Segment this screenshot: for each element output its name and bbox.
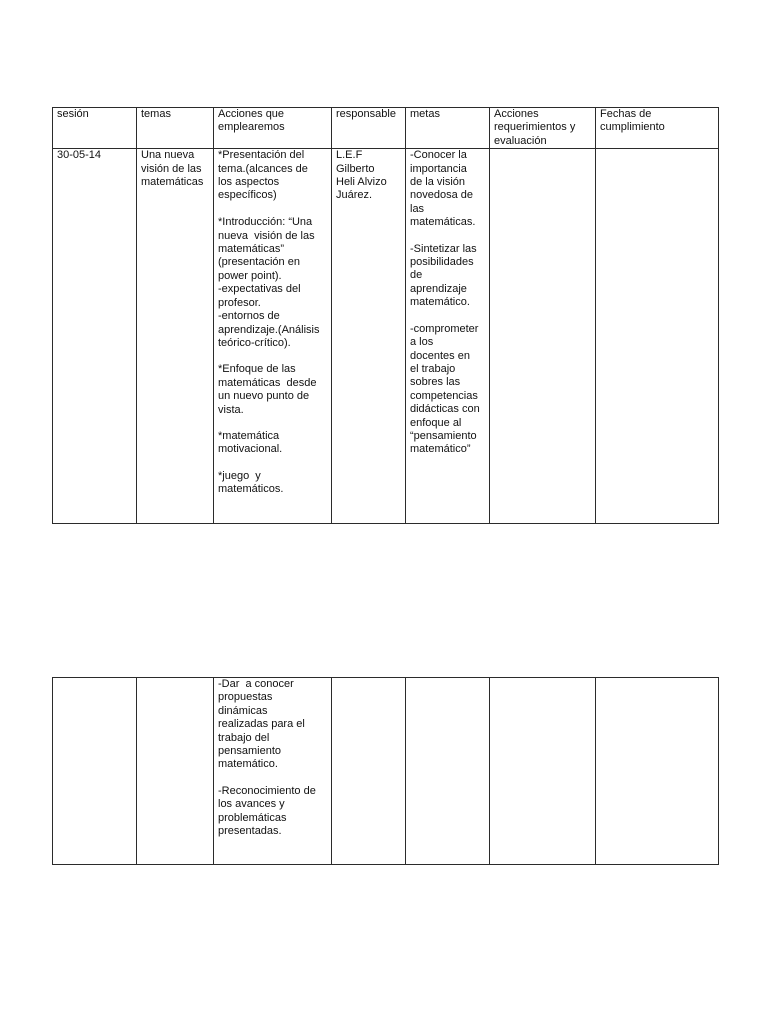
cell-responsable: L.E.F Gilberto Heli Alvizo Juárez. xyxy=(332,149,406,524)
acciones-spacer xyxy=(218,203,327,216)
cell-temas: Una nueva visión de las matemáticas xyxy=(137,149,214,524)
header-acciones-requerimientos: Acciones requerimientos y evaluación xyxy=(490,108,596,149)
header-sesion: sesión xyxy=(53,108,137,149)
cell-acciones-requerimientos xyxy=(490,678,596,865)
acciones-item: *Introducción: “Una nueva visión de las matemáticas” (presentación en power point). -expectativas del profesor. -entornos de aprendizaje.(Análisis teórico-crítico). xyxy=(218,216,320,349)
header-metas: metas xyxy=(406,108,490,149)
acciones-item: -Reconocimiento de los avances y problemáticas presentadas. xyxy=(218,784,316,838)
cell-fechas xyxy=(596,678,719,865)
cell-responsable xyxy=(332,678,406,865)
header-fechas: Fechas de cumplimiento xyxy=(596,108,719,149)
header-responsable: responsable xyxy=(332,108,406,149)
cell-temas xyxy=(137,678,214,865)
cell-fechas xyxy=(596,149,719,524)
acciones-item: *juego y matemáticos. xyxy=(218,469,284,496)
planning-table xyxy=(52,107,719,524)
cell-acciones xyxy=(214,678,332,865)
metas-item: -Sintetizar las posibilidades de aprendizaje matemático. xyxy=(410,242,477,309)
cell-sesion xyxy=(53,678,137,865)
header-temas: temas xyxy=(137,108,214,149)
cell-acciones-requerimientos xyxy=(490,149,596,524)
planning-table-continued xyxy=(52,677,719,865)
metas-item: -comprometer a los docentes en el trabajo sobres las competencias didácticas con enfoque al “pensamiento matemático” xyxy=(410,322,480,456)
cell-metas xyxy=(406,149,490,524)
cell-acciones xyxy=(214,149,332,524)
metas-item: -Conocer la importancia de la visión novedosa de las matemáticas. xyxy=(410,149,476,229)
acciones-item: *Enfoque de las matemáticas desde un nuevo punto de vista. xyxy=(218,363,317,416)
cell-sesion: 30-05-14 xyxy=(53,149,137,524)
acciones-item: -Dar a conocer propuestas dinámicas realizadas para el trabajo del pensamiento matemático. xyxy=(218,678,305,771)
cell-metas xyxy=(406,678,490,865)
acciones-item: *Presentación del tema.(alcances de los aspectos específicos) xyxy=(218,149,308,202)
header-acciones: Acciones que emplearemos xyxy=(214,108,332,149)
table-header-row xyxy=(53,108,719,149)
table-row xyxy=(53,678,719,865)
acciones-item: *matemática motivacional. xyxy=(218,429,283,456)
table-row xyxy=(53,149,719,524)
